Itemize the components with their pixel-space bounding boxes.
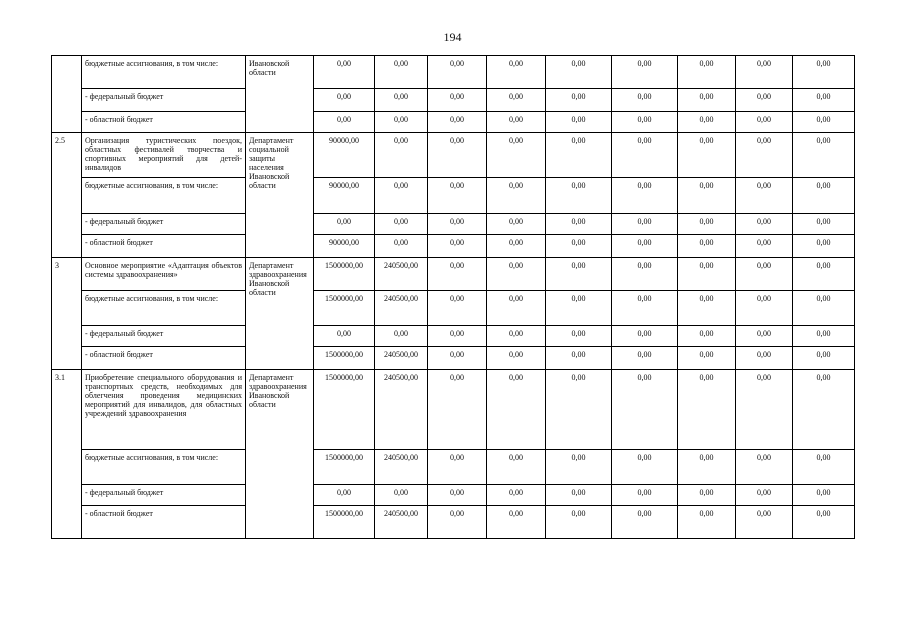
table-row	[52, 112, 855, 133]
amount-cell: 0,00	[793, 56, 855, 89]
amount-cell: 0,00	[736, 89, 793, 112]
table-row	[52, 347, 855, 370]
amount-cell: 0,00	[546, 112, 612, 133]
amount-cell: 0,00	[678, 235, 736, 258]
amount-cell: 0,00	[314, 89, 375, 112]
amount-cell: 0,00	[793, 485, 855, 506]
table-row	[52, 506, 855, 539]
amount-cell: 90000,00	[314, 235, 375, 258]
amount-cell: 0,00	[612, 133, 678, 178]
amount-cell: 0,00	[428, 506, 487, 539]
item-code-cell: 3	[52, 258, 82, 370]
amount-cell: 0,00	[487, 291, 546, 326]
budget-table	[51, 55, 855, 539]
amount-cell: 1500000,00	[314, 450, 375, 485]
table-row	[52, 89, 855, 112]
item-code-cell: 3.1	[52, 370, 82, 539]
amount-cell: 0,00	[428, 56, 487, 89]
amount-cell: 0,00	[375, 214, 428, 235]
amount-cell: 0,00	[678, 485, 736, 506]
item-description-cell: - областной бюджет	[82, 347, 246, 370]
amount-cell: 0,00	[678, 291, 736, 326]
page-number: 194	[443, 30, 462, 44]
item-code-cell	[52, 56, 82, 133]
amount-cell: 0,00	[546, 291, 612, 326]
amount-cell: 0,00	[546, 56, 612, 89]
amount-cell: 240500,00	[375, 506, 428, 539]
table-row	[52, 235, 855, 258]
amount-cell: 0,00	[546, 235, 612, 258]
amount-cell: 0,00	[546, 89, 612, 112]
amount-cell: 0,00	[546, 370, 612, 450]
item-description-cell: - федеральный бюджет	[82, 214, 246, 235]
amount-cell: 0,00	[736, 450, 793, 485]
amount-cell: 0,00	[546, 485, 612, 506]
amount-cell: 0,00	[428, 112, 487, 133]
amount-cell: 0,00	[612, 235, 678, 258]
amount-cell: 0,00	[678, 178, 736, 214]
amount-cell: 0,00	[736, 258, 793, 291]
amount-cell: 0,00	[678, 214, 736, 235]
table-row	[52, 370, 855, 450]
amount-cell: 0,00	[375, 112, 428, 133]
amount-cell: 0,00	[487, 450, 546, 485]
amount-cell: 0,00	[546, 178, 612, 214]
table-row	[52, 326, 855, 347]
amount-cell: 0,00	[736, 347, 793, 370]
amount-cell: 0,00	[612, 450, 678, 485]
amount-cell: 0,00	[546, 214, 612, 235]
amount-cell: 0,00	[375, 56, 428, 89]
amount-cell: 0,00	[487, 178, 546, 214]
table-row	[52, 214, 855, 235]
amount-cell: 0,00	[487, 485, 546, 506]
item-description-cell: Приобретение специального оборудования и транспортных средств, необходимых для облегчения проведения медицинских мероприятий для инвалидов, для областных учреждений здравоохранения	[82, 370, 246, 450]
amount-cell: 240500,00	[375, 258, 428, 291]
amount-cell: 90000,00	[314, 133, 375, 178]
amount-cell: 1500000,00	[314, 370, 375, 450]
item-description-cell: бюджетные ассигнования, в том числе:	[82, 178, 246, 214]
amount-cell: 0,00	[375, 178, 428, 214]
amount-cell: 1500000,00	[314, 291, 375, 326]
amount-cell: 0,00	[678, 89, 736, 112]
amount-cell: 0,00	[612, 485, 678, 506]
item-description-cell: - областной бюджет	[82, 112, 246, 133]
amount-cell: 0,00	[793, 89, 855, 112]
amount-cell: 0,00	[793, 370, 855, 450]
amount-cell: 0,00	[612, 56, 678, 89]
amount-cell: 0,00	[612, 258, 678, 291]
executor-cell: Департамент социальной защиты населения Ивановской области	[246, 133, 314, 258]
amount-cell: 0,00	[793, 235, 855, 258]
amount-cell: 0,00	[487, 370, 546, 450]
amount-cell: 0,00	[736, 506, 793, 539]
item-description-cell: - федеральный бюджет	[82, 89, 246, 112]
amount-cell: 0,00	[546, 347, 612, 370]
amount-cell: 0,00	[678, 450, 736, 485]
amount-cell: 0,00	[314, 485, 375, 506]
amount-cell: 0,00	[793, 450, 855, 485]
amount-cell: 0,00	[793, 291, 855, 326]
table-row	[52, 291, 855, 326]
amount-cell: 0,00	[678, 347, 736, 370]
amount-cell: 0,00	[428, 326, 487, 347]
executor-cell: Департамент здравоохранения Ивановской области	[246, 258, 314, 370]
amount-cell: 1500000,00	[314, 347, 375, 370]
amount-cell: 0,00	[314, 214, 375, 235]
amount-cell: 0,00	[612, 178, 678, 214]
amount-cell: 0,00	[612, 370, 678, 450]
table-row	[52, 56, 855, 89]
amount-cell: 0,00	[428, 450, 487, 485]
amount-cell: 0,00	[678, 133, 736, 178]
amount-cell: 0,00	[487, 133, 546, 178]
amount-cell: 1500000,00	[314, 258, 375, 291]
amount-cell: 90000,00	[314, 178, 375, 214]
amount-cell: 240500,00	[375, 291, 428, 326]
amount-cell: 0,00	[736, 214, 793, 235]
item-description-cell: - областной бюджет	[82, 235, 246, 258]
table-row	[52, 450, 855, 485]
amount-cell: 0,00	[793, 112, 855, 133]
table-row	[52, 133, 855, 178]
amount-cell: 1500000,00	[314, 506, 375, 539]
amount-cell: 0,00	[428, 347, 487, 370]
item-description-cell: бюджетные ассигнования, в том числе:	[82, 291, 246, 326]
amount-cell: 0,00	[487, 347, 546, 370]
amount-cell: 0,00	[375, 235, 428, 258]
item-description-cell: - федеральный бюджет	[82, 326, 246, 347]
amount-cell: 0,00	[314, 112, 375, 133]
amount-cell: 0,00	[487, 56, 546, 89]
amount-cell: 0,00	[546, 450, 612, 485]
amount-cell: 0,00	[314, 56, 375, 89]
amount-cell: 0,00	[546, 258, 612, 291]
amount-cell: 0,00	[678, 326, 736, 347]
amount-cell: 0,00	[487, 235, 546, 258]
amount-cell: 0,00	[428, 291, 487, 326]
amount-cell: 0,00	[428, 178, 487, 214]
executor-cell: Департамент здравоохранения Ивановской области	[246, 370, 314, 539]
amount-cell: 0,00	[375, 485, 428, 506]
amount-cell: 0,00	[546, 326, 612, 347]
amount-cell: 0,00	[487, 326, 546, 347]
amount-cell: 0,00	[428, 370, 487, 450]
amount-cell: 0,00	[678, 370, 736, 450]
amount-cell: 0,00	[793, 347, 855, 370]
amount-cell: 0,00	[428, 258, 487, 291]
item-description-cell: - областной бюджет	[82, 506, 246, 539]
item-description-cell: бюджетные ассигнования, в том числе:	[82, 450, 246, 485]
amount-cell: 0,00	[546, 133, 612, 178]
table-row	[52, 258, 855, 291]
item-description-cell: - федеральный бюджет	[82, 485, 246, 506]
amount-cell: 0,00	[612, 112, 678, 133]
amount-cell: 0,00	[736, 370, 793, 450]
amount-cell: 0,00	[428, 214, 487, 235]
amount-cell: 0,00	[428, 89, 487, 112]
executor-cell: Ивановской области	[246, 56, 314, 133]
amount-cell: 0,00	[793, 214, 855, 235]
amount-cell: 0,00	[487, 112, 546, 133]
item-description-cell: Основное мероприятие «Адаптация объектов системы здравоохранения»	[82, 258, 246, 291]
amount-cell: 0,00	[428, 235, 487, 258]
amount-cell: 0,00	[678, 112, 736, 133]
amount-cell: 0,00	[736, 235, 793, 258]
amount-cell: 240500,00	[375, 347, 428, 370]
amount-cell: 0,00	[736, 133, 793, 178]
item-description-cell: Организация туристических поездок, областных фестивалей творчества и спортивных мероприятий для детей-инвалидов	[82, 133, 246, 178]
amount-cell: 0,00	[314, 326, 375, 347]
amount-cell: 0,00	[487, 258, 546, 291]
amount-cell: 0,00	[487, 506, 546, 539]
item-description-cell: бюджетные ассигнования, в том числе:	[82, 56, 246, 89]
amount-cell: 0,00	[736, 291, 793, 326]
amount-cell: 0,00	[428, 133, 487, 178]
amount-cell: 240500,00	[375, 370, 428, 450]
amount-cell: 0,00	[793, 258, 855, 291]
amount-cell: 0,00	[375, 326, 428, 347]
amount-cell: 0,00	[793, 506, 855, 539]
amount-cell: 0,00	[793, 178, 855, 214]
amount-cell: 0,00	[736, 178, 793, 214]
amount-cell: 0,00	[612, 506, 678, 539]
amount-cell: 0,00	[546, 506, 612, 539]
amount-cell: 0,00	[736, 56, 793, 89]
amount-cell: 0,00	[612, 214, 678, 235]
amount-cell: 0,00	[612, 89, 678, 112]
amount-cell: 0,00	[487, 89, 546, 112]
amount-cell: 0,00	[678, 258, 736, 291]
amount-cell: 0,00	[487, 214, 546, 235]
amount-cell: 0,00	[678, 56, 736, 89]
amount-cell: 0,00	[612, 291, 678, 326]
amount-cell: 0,00	[793, 326, 855, 347]
amount-cell: 240500,00	[375, 450, 428, 485]
amount-cell: 0,00	[428, 485, 487, 506]
amount-cell: 0,00	[375, 89, 428, 112]
amount-cell: 0,00	[793, 133, 855, 178]
item-code-cell: 2.5	[52, 133, 82, 258]
amount-cell: 0,00	[375, 133, 428, 178]
amount-cell: 0,00	[612, 326, 678, 347]
table-row	[52, 178, 855, 214]
amount-cell: 0,00	[736, 112, 793, 133]
amount-cell: 0,00	[612, 347, 678, 370]
amount-cell: 0,00	[736, 326, 793, 347]
amount-cell: 0,00	[678, 506, 736, 539]
table-row	[52, 485, 855, 506]
amount-cell: 0,00	[736, 485, 793, 506]
